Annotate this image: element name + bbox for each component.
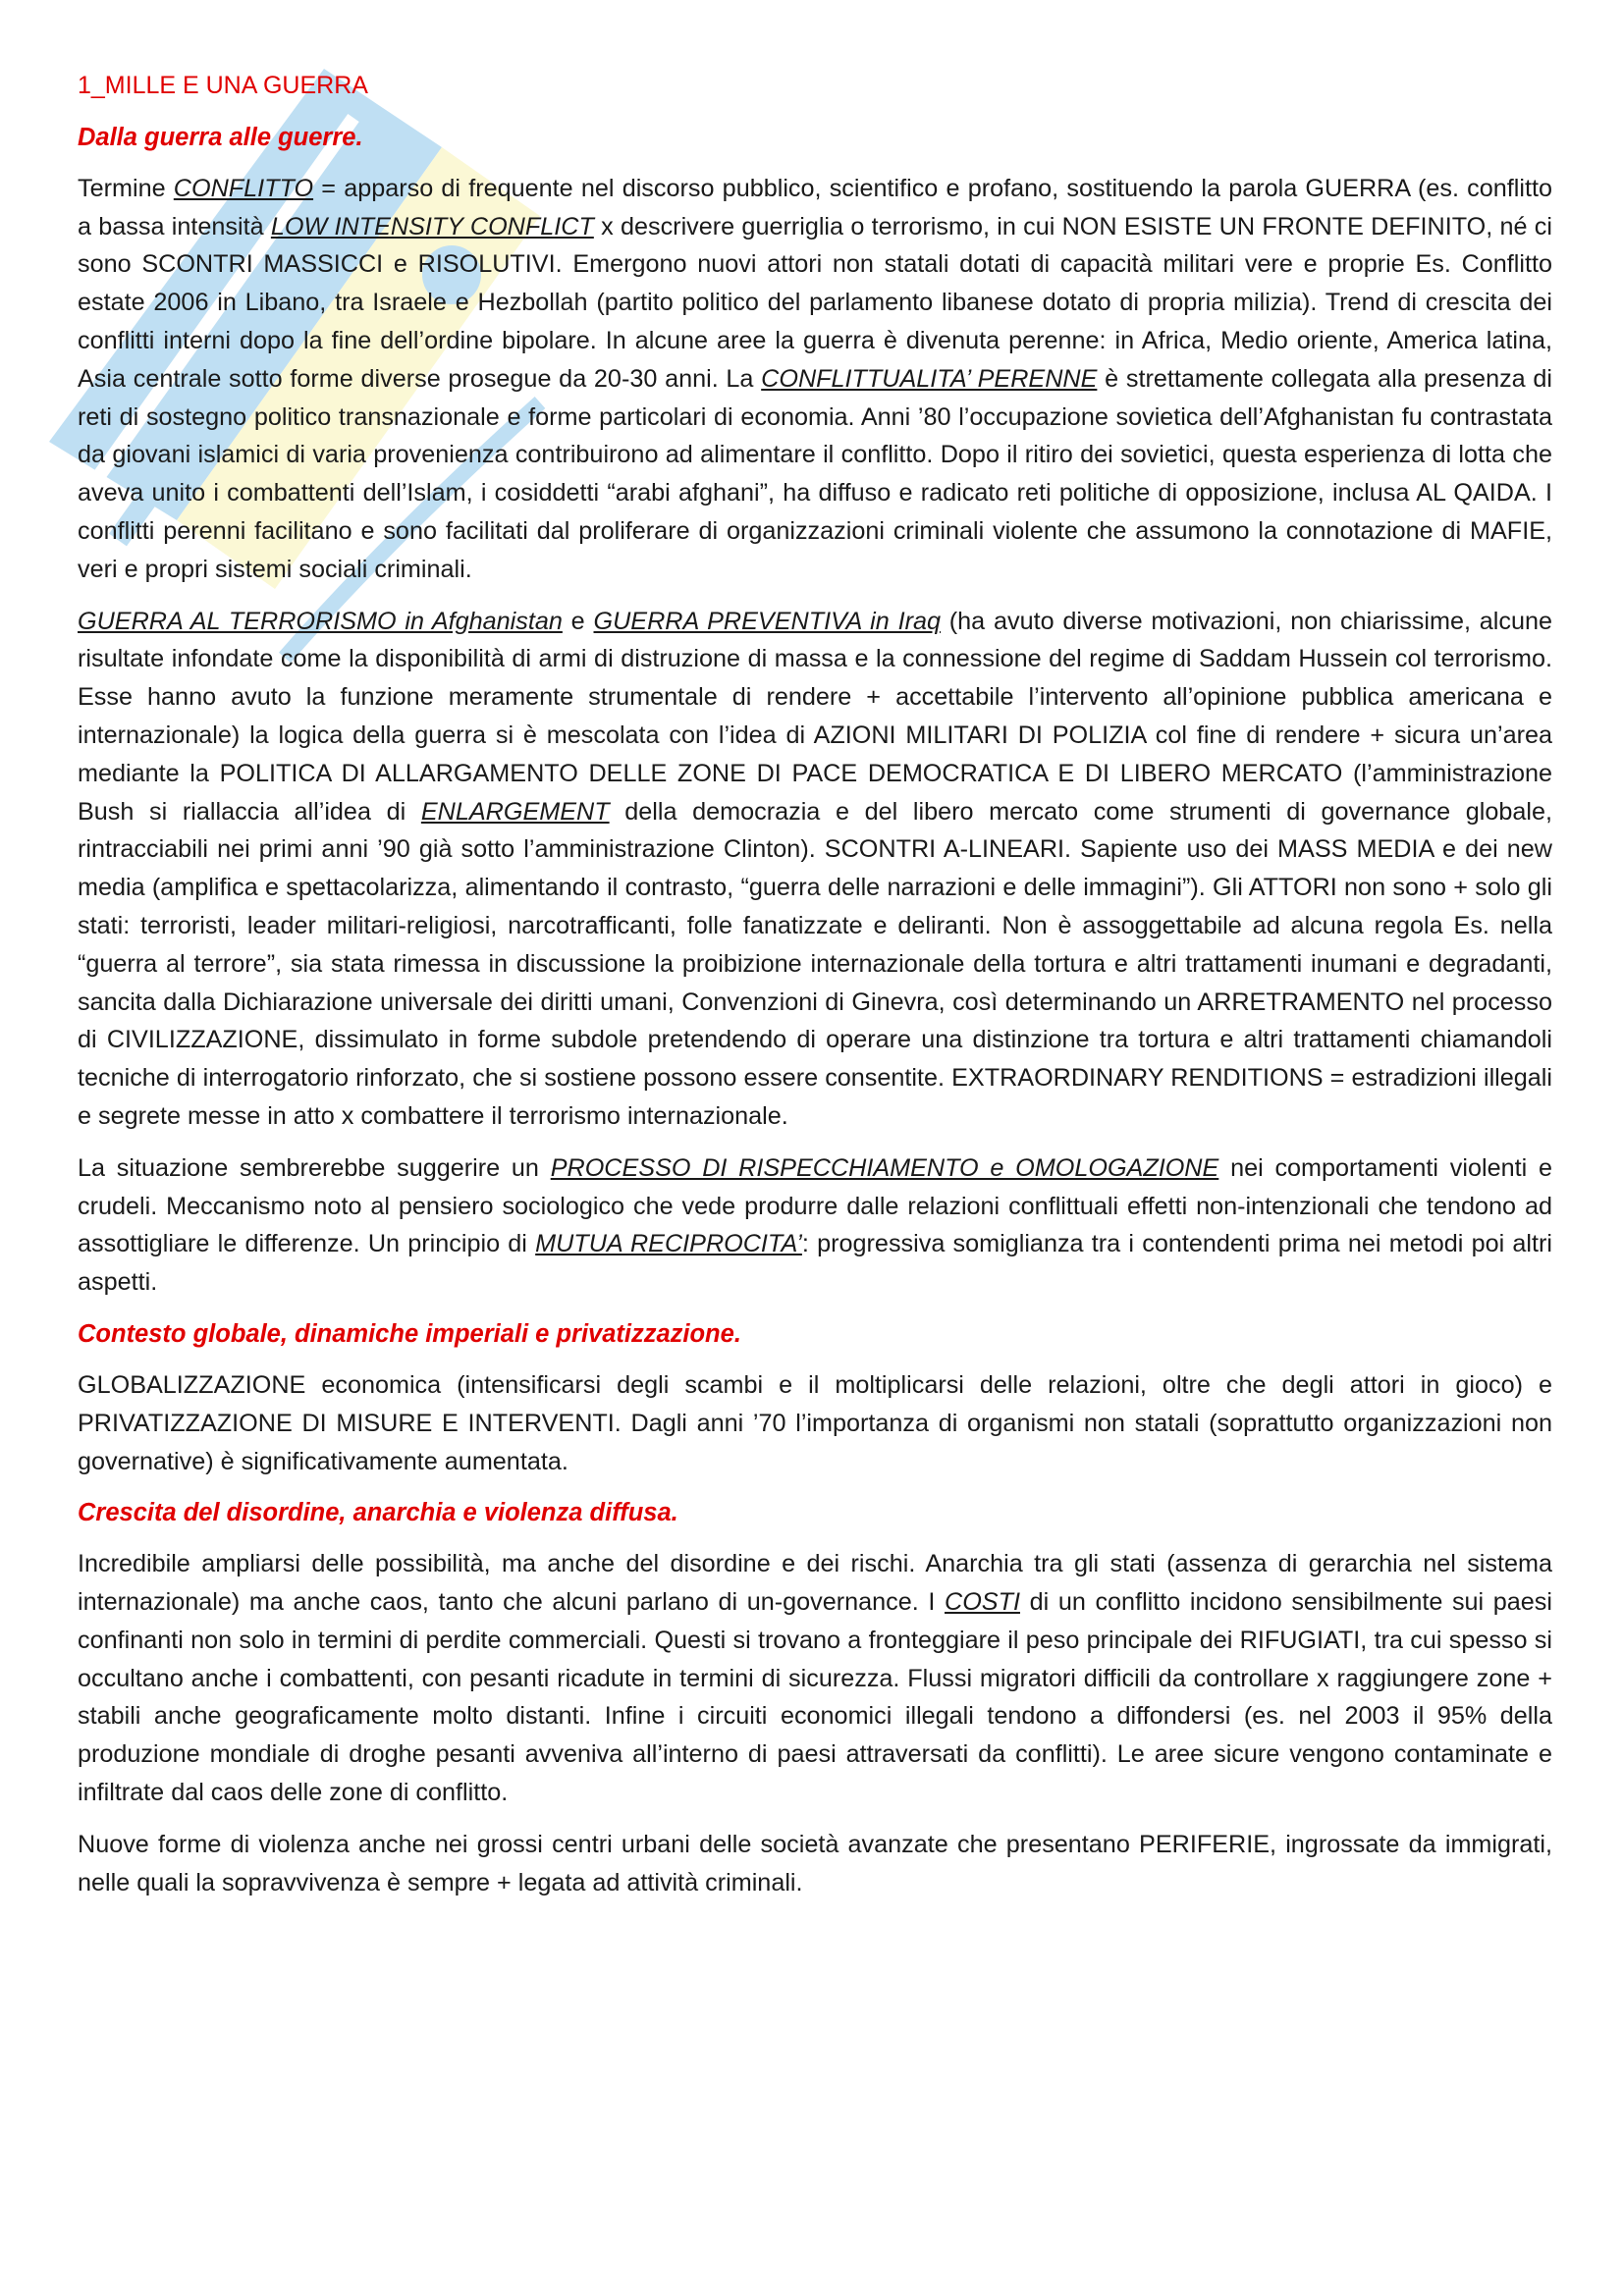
key-term: CONFLITTUALITA’ PERENNE <box>761 364 1098 393</box>
body-paragraph: GLOBALIZZAZIONE economica (intensificarsi degli scambi e il moltiplicarsi delle relazioni, oltre che degli attori in gioco) e PRIVATIZZAZIONE DI MISURE E INTERVENTI. Dagli anni ’70 l’importanza di organismi non statali (soprattutto organizzazioni non governative) è significativamente aumentata. <box>78 1370 1552 1475</box>
body-paragraph: GUERRA AL TERRORISMO in Afghanistan e GUERRA PREVENTIVA in Iraq (ha avuto diverse motivazioni, non chiarissime, alcune risultate infondate come la disponibilità di armi di distruzione di massa e la connessione del regime di Saddam Hussein col terrorismo. Esse hanno avuto la funzione meramente strumentale di rendere + accettabile l’intervento all’opinione pubblica americana e internazionale) la logica della guerra si è mescolata con l’idea di AZIONI MILITARI DI POLIZIA col fine di rendere + sicura un’area mediante la POLITICA DI ALLARGAMENTO DELLE ZONE DI PACE DEMOCRATICA E DI LIBERO MERCATO (l’amministrazione Bush si riallaccia all’idea di ENLARGEMENT della democrazia e del libero mercato come strumenti di governance globale, rintracciabili nei primi anni ’90 già sotto l’amministrazione Clinton). SCONTRI A-LINEARI. Sapiente uso dei MASS MEDIA e dei new media (amplifica e spettacolarizza, alimentando il contrasto, “guerra delle narrazioni e delle immagini”). Gli ATTORI non sono + solo gli stati: terroristi, leader militari-religiosi, narcotrafficanti, folle fanatizzate e deliranti. Non è assoggettabile ad alcuna regola Es. nella “guerra al terrore”, sia stata rimessa in discussione la proibizione internazionale della tortura e altri trattamenti inumani e degradanti, sancita dalla Dichiarazione universale dei diritti umani, Convenzioni di Ginevra, così determinando un ARRETRAMENTO nel processo di CIVILIZZAZIONE, dissimulato in forme subdole pretendendo di operare una distinzione tra tortura e altri trattamenti chiamandoli tecniche di interrogatorio rinforzato, che si sostiene possono essere consentite. EXTRAORDINARY RENDITIONS = estradizioni illegali e segrete messe in atto x combattere il terrorismo internazionale. <box>78 607 1553 1130</box>
key-term: LOW INTENSITY CONFLICT <box>270 212 594 240</box>
key-term: GUERRA AL TERRORISMO in Afghanistan <box>78 607 563 635</box>
body-paragraph: La situazione sembrerebbe suggerire un PROCESSO DI RISPECCHIAMENTO e OMOLOGAZIONE nei comportamenti violenti e crudeli. Meccanismo noto al pensiero sociologico che vede produrre dalle relazioni conflittuali effetti non-intenzionali che tendono ad assottigliare le differenze. Un principio di MUTUA RECIPROCITA’: progressiva somiglianza tra i contendenti prima nei metodi poi altri aspetti. <box>78 1153 1553 1297</box>
key-term: GUERRA PREVENTIVA in Iraq <box>593 607 941 635</box>
body-paragraph: Nuove forme di violenza anche nei grossi centri urbani delle società avanzate che presentano PERIFERIE, ingrossate da immigrati, nelle quali la sopravvivenza è sempre + legata ad attività criminali. <box>78 1830 1552 1896</box>
key-term: PROCESSO DI RISPECCHIAMENTO e OMOLOGAZIONE <box>550 1153 1219 1182</box>
document-body <box>78 119 1552 1902</box>
body-paragraph: Incredibile ampliarsi delle possibilità, ma anche del disordine e dei rischi. Anarchia tra gli stati (assenza di gerarchia nel sistema internazionale) ma anche caos, tanto che alcuni parlano di un-governance. I COSTI di un conflitto incidono sensibilmente sui paesi confinanti non solo in termini di perdite commerciali. Questi si trovano a fronteggiare il peso principale dei RIFUGIATI, tra cui spesso si occultano anche i combattenti, con pesanti ricadute in termini di sicurezza. Flussi migratori difficili da controllare x raggiungere zone + stabili anche geograficamente molto distanti. Infine i circuiti economici illegali tendono a diffondersi (es. nel 2003 il 95% della produzione mondiale di droghe pesanti avveniva all’interno di paesi attraversati da conflitti). Le aree sicure vengono contaminate e infiltrate dal caos delle zone di conflitto. <box>78 1550 1552 1807</box>
section-heading: Crescita del disordine, anarchia e violenza diffusa. <box>78 1499 678 1527</box>
document-page <box>78 67 1552 1915</box>
body-paragraph: Termine CONFLITTO = apparso di frequente nel discorso pubblico, scientifico e profano, sostituendo la parola GUERRA (es. conflitto a bassa intensità LOW INTENSITY CONFLICT x descrivere guerriglia o terrorismo, in cui NON ESISTE UN FRONTE DEFINITO, né ci sono SCONTRI MASSICCI e RISOLUTIVI. Emergono nuovi attori non statali dotati di capacità militari vere e proprie Es. Conflitto estate 2006 in Libano, tra Israele e Hezbollah (partito politico del parlamento libanese dotato di propria milizia). Trend di crescita dei conflitti interni dopo la fine dell’ordine bipolare. In alcune aree la guerra è divenuta perenne: in Africa, Medio oriente, America latina, Asia centrale sotto forme diverse prosegue da 20-30 anni. La CONFLITTUALITA’ PERENNE è strettamente collegata alla presenza di reti di sostegno politico transnazionale e forme particolari di economia. Anni ’80 l’occupazione sovietica dell’Afghanistan fu contrastata da giovani islamici di varia provenienza contribuirono ad alimentare il conflitto. Dopo il ritiro dei sovietici, questa esperienza di lotta che aveva unito i combattenti dell’Islam, i cosiddetti “arabi afghani”, ha diffuso e radicato reti politiche di opposizione, inclusa AL QAIDA. I conflitti perenni facilitano e sono facilitati dal proliferare di organizzazioni criminali violente che assumono la connotazione di MAFIE, veri e propri sistemi sociali criminali. <box>78 174 1553 583</box>
key-term: COSTI <box>945 1588 1020 1617</box>
key-term: CONFLITTO <box>173 174 314 202</box>
key-term: ENLARGEMENT <box>420 797 610 826</box>
document-title: 1_MILLE E UNA GUERRA <box>78 72 368 99</box>
section-heading: Contesto globale, dinamiche imperiali e privatizzazione. <box>78 1319 741 1348</box>
section-heading: Dalla guerra alle guerre. <box>78 123 363 151</box>
key-term: MUTUA RECIPROCITA’ <box>535 1230 802 1258</box>
